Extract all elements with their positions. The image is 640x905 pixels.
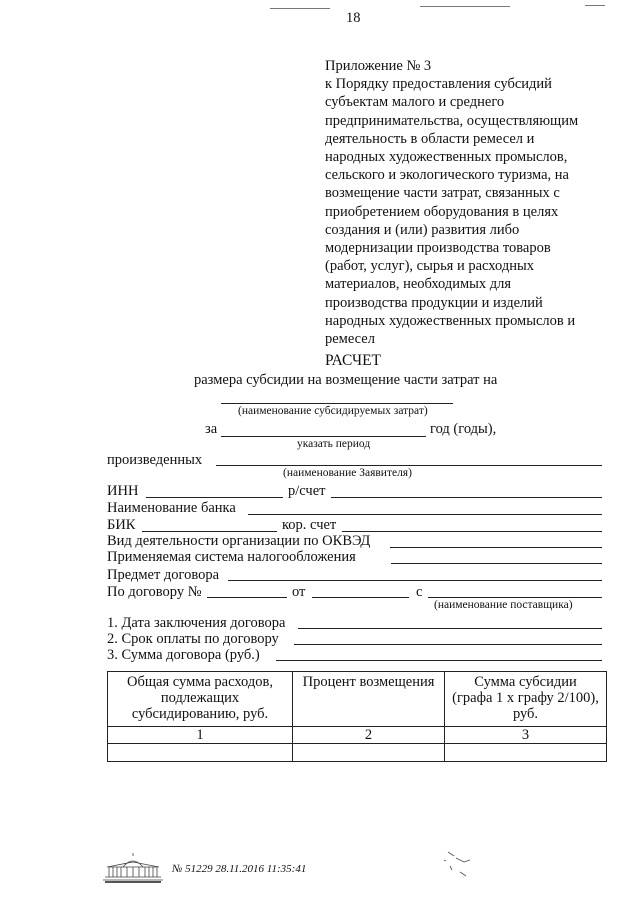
page-number: 18 <box>346 10 361 26</box>
appendix-line: (работ, услуг), сырья и расходных <box>325 258 534 275</box>
bank-line[interactable] <box>248 514 602 515</box>
bik-label: БИК <box>107 517 136 533</box>
table-header-row <box>108 672 607 727</box>
costs-name-line[interactable] <box>221 403 453 404</box>
okved-label: Вид деятельности организации по ОКВЭД <box>107 533 371 549</box>
period-prefix: за <box>205 421 218 437</box>
account-line[interactable] <box>331 497 602 498</box>
hint-costs: (наименование субсидируемых затрат) <box>238 405 428 417</box>
subject-label: Предмет договора <box>107 567 220 583</box>
column-number: 2 <box>293 727 445 744</box>
appendix-line: модернизации производства товаров <box>325 240 551 257</box>
account-label: р/счет <box>288 483 326 499</box>
appendix-line: народных художественных промыслов, <box>325 149 568 166</box>
bik-line[interactable] <box>142 531 277 532</box>
subsidy-table <box>107 671 607 762</box>
header-reimbursement-percent: Процент возмещения <box>293 672 445 727</box>
item-contract-date: 1. Дата заключения договора <box>107 615 286 631</box>
payment-term-line[interactable] <box>294 644 602 645</box>
with-label: с <box>416 584 423 600</box>
appendix-line: Приложение № 3 <box>325 58 432 74</box>
hint-period: указать период <box>297 438 371 450</box>
subject-line[interactable] <box>228 580 602 581</box>
appendix-line: предпринимательства, осуществляющим <box>325 112 579 129</box>
registration-stamp: № 51229 28.11.2016 11:35:41 <box>172 863 307 875</box>
contract-number-line[interactable] <box>207 597 287 598</box>
appendix-line: ремесел <box>325 331 375 348</box>
tax-line[interactable] <box>391 563 602 564</box>
scan-artifact <box>585 5 605 6</box>
from-label: от <box>292 584 306 600</box>
form-subtitle: размера субсидии на возмещение части затрат на <box>194 372 498 388</box>
column-number: 1 <box>108 727 293 744</box>
appendix-line: создания и (или) развития либо <box>325 221 520 238</box>
appendix-line: сельского и экологического туризма, на <box>325 167 569 184</box>
period-suffix: год (годы), <box>430 421 497 437</box>
appendix-line: народных художественных промыслов и <box>325 312 576 329</box>
header-total-expenses: Общая сумма расходов, подлежащих субсидированию, руб. <box>108 672 293 727</box>
table-cell[interactable] <box>445 744 607 762</box>
scan-artifact <box>270 8 330 9</box>
contract-date-line[interactable] <box>312 597 409 598</box>
appendix-line: возмещение части затрат, связанных с <box>325 185 560 202</box>
inn-label: ИНН <box>107 483 139 499</box>
appendix-line: материалов, необходимых для <box>325 276 512 293</box>
applicant-line[interactable] <box>216 465 602 466</box>
bank-label: Наименование банка <box>107 500 236 516</box>
header-subsidy-amount: Сумма субсидии (графа 1 х графу 2/100), руб. <box>445 672 607 727</box>
tax-label: Применяемая система налогообложения <box>107 549 356 565</box>
item-contract-sum: 3. Сумма договора (руб.) <box>107 647 260 663</box>
okved-line[interactable] <box>390 547 602 548</box>
item-payment-term: 2. Срок оплаты по договору <box>107 631 279 647</box>
scan-artifact <box>420 6 510 7</box>
appendix-line: производства продукции и изделий <box>325 294 543 311</box>
appendix-line: приобретением оборудования в целях <box>325 203 559 220</box>
supplier-line[interactable] <box>428 597 602 598</box>
contract-date-field-line[interactable] <box>298 628 602 629</box>
contract-sum-line[interactable] <box>276 660 602 661</box>
hint-applicant: (наименование Заявителя) <box>283 467 412 479</box>
column-number: 3 <box>445 727 607 744</box>
form-title: РАСЧЕТ <box>325 352 382 369</box>
building-stamp-icon <box>101 853 165 883</box>
produced-label: произведенных <box>107 452 203 468</box>
corr-line[interactable] <box>342 531 602 532</box>
hint-supplier: (наименование поставщика) <box>434 599 573 611</box>
corr-label: кор. счет <box>282 517 337 533</box>
appendix-line: субъектам малого и среднего <box>325 94 505 111</box>
table-row <box>108 744 607 762</box>
table-cell[interactable] <box>108 744 293 762</box>
appendix-line: деятельность в области ремесел и <box>325 130 535 147</box>
scan-marks-icon <box>440 848 480 880</box>
appendix-line: к Порядку предоставления субсидий <box>325 76 552 93</box>
period-line[interactable] <box>221 436 426 437</box>
table-row <box>108 727 607 744</box>
inn-line[interactable] <box>146 497 283 498</box>
appendix-block <box>325 57 615 348</box>
table-cell[interactable] <box>293 744 445 762</box>
contract-label: По договору № <box>107 584 202 600</box>
